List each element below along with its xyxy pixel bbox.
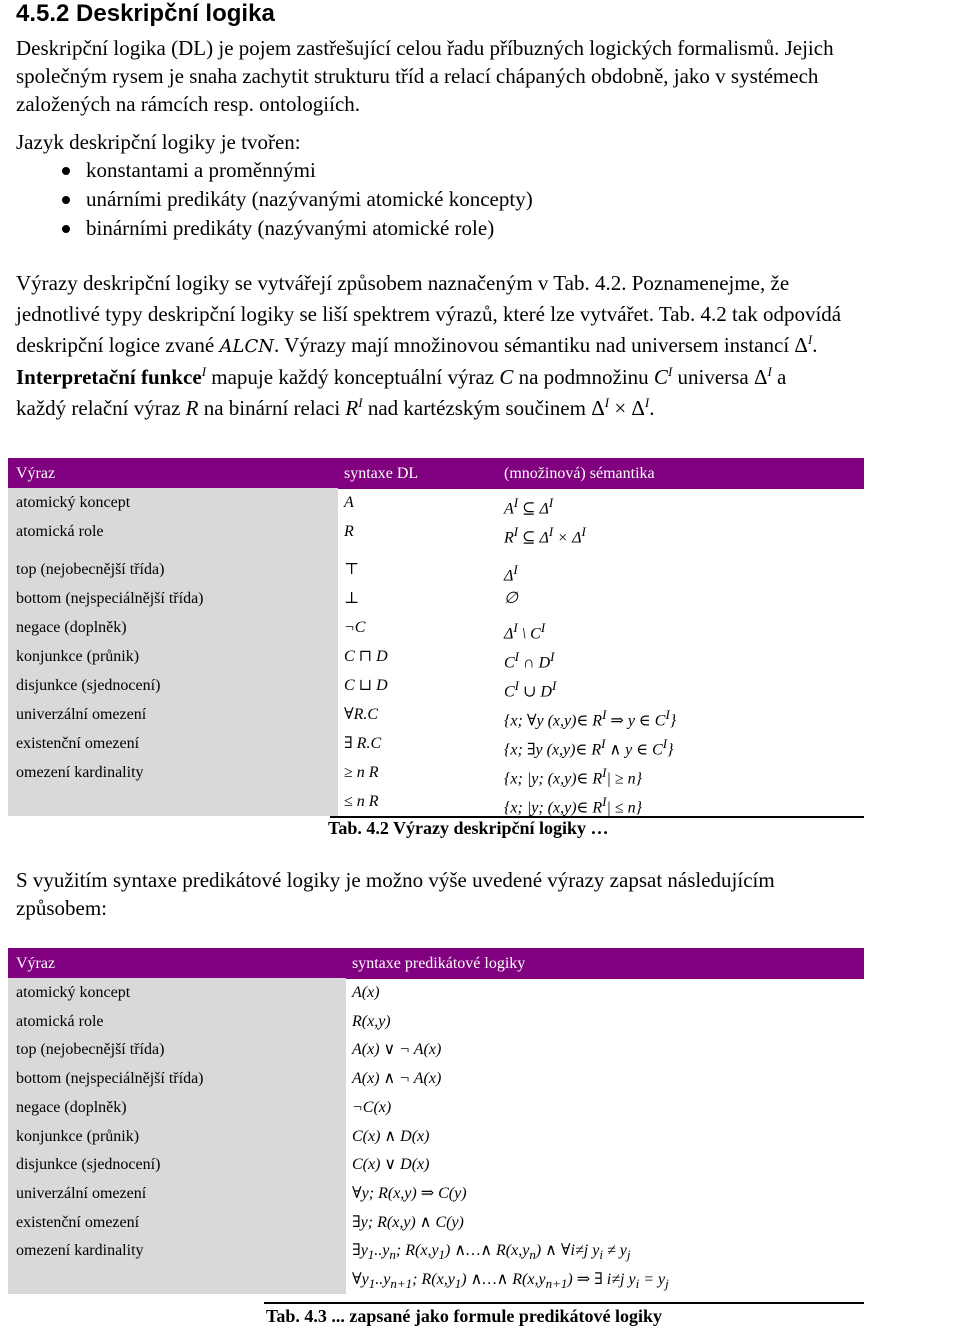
predicate-logic-table: [8, 948, 864, 1304]
cell-expression: konjunkce (průnik): [16, 648, 140, 665]
interpretation-term: Interpretační funkce: [16, 365, 202, 389]
table-row: [8, 729, 864, 758]
cell-semantics: {x; |y; (x,y)∈ $R^I| \le n$}: [504, 794, 643, 817]
cell-expression: bottom (nejspeciálnější třída): [16, 1070, 204, 1088]
cell-dl-syntax: C ⊔ D: [344, 677, 388, 694]
list-item: [16, 185, 916, 214]
bullet-icon: [62, 225, 70, 233]
cell-predicate-syntax: ∃y; R(x,y) ∧ C(y): [352, 1213, 464, 1231]
table-row: [8, 488, 864, 517]
cell-predicate-syntax: $\exists y_1..y_n$; $R(x,y_1)$ ∧…∧ $R(x,y_n)$ ∧ ∀i≠j $y_i \ne y_j$: [352, 1242, 631, 1263]
header-predicate-syntax: syntaxe predikátové logiky: [352, 955, 526, 972]
cell-semantics: $R^I$ ⊆ $\Delta^I \times \Delta^I$: [504, 524, 586, 547]
para3-line-2: způsobem:: [16, 896, 107, 920]
table-row: [8, 1150, 864, 1179]
cell-expression: bottom (nejspeciálnější třída): [16, 590, 204, 607]
table-row: [8, 1236, 864, 1265]
table-row: [8, 555, 864, 584]
para3-line-1: S využitím syntaxe predikátové logiky je možno výše uvedené výrazy zapsat následujícím: [16, 868, 775, 892]
cell-expression: atomická role: [16, 1012, 104, 1030]
cell-expression: negace (doplněk): [16, 619, 127, 636]
table-row: [8, 700, 864, 729]
cell-expression: univerzální omezení: [16, 706, 147, 723]
cell-predicate-syntax: R(x,y): [352, 1012, 391, 1030]
cell-expression: disjunkce (sjednocení): [16, 1156, 161, 1174]
table-row: [8, 1064, 864, 1093]
bullet-icon: [62, 196, 70, 204]
cell-expression: atomický koncept: [16, 984, 131, 1001]
para2-line-2: jednotlivé typy deskripční logiky se liší spektrem výrazů, které lze vytvářet. Tab. 4.2 tak odpovídá: [16, 302, 842, 326]
table2-caption: Tab. 4.3 ... zapsané jako formule predikátové logiky: [266, 1306, 663, 1326]
cell-predicate-syntax: C(x) ∨ D(x): [352, 1156, 430, 1174]
cell-predicate-syntax: A(x): [352, 984, 380, 1001]
cell-semantics: $A^I$ ⊆ $\Delta^I$: [504, 495, 554, 518]
cell-semantics: {x; ∀y (x,y)∈ $R^I$ ⇒ y ∈ $C^I$}: [504, 707, 677, 730]
cell-expression: existenční omezení: [16, 735, 140, 752]
cell-predicate-syntax: C(x) ∧ D(x): [352, 1127, 430, 1145]
table-row: [8, 1035, 864, 1064]
cell-dl-syntax: C ⊓ D: [344, 648, 388, 665]
list-item-text: unárními predikáty (nazývanými atomické koncepty): [86, 187, 533, 211]
section-heading: 4.5.2 Deskripční logika: [16, 0, 275, 27]
table-row: [8, 1179, 864, 1208]
table-row: [8, 642, 864, 671]
para2-line-1: Výrazy deskripční logiky se vytvářejí způsobem naznačeným v Tab. 4.2. Poznamenejme, že: [16, 271, 790, 295]
cell-semantics: $\Delta^I$ \ $C^I$: [504, 620, 546, 643]
bullet-list: [16, 156, 916, 243]
table-row: [8, 613, 864, 642]
table-row: [8, 1122, 864, 1151]
intro-paragraph: [16, 34, 948, 118]
cell-dl-syntax: ≥ n R: [344, 764, 379, 781]
para2-line-3: deskripční logice zvané ALCN. Výrazy mají množinovou sémantiku nad universem instancí $\Delta^I$.: [16, 332, 818, 357]
cell-dl-syntax: ≤ n R: [344, 793, 379, 810]
para2-line-4: Interpretační funkce$^I$ mapuje každý konceptuální výraz C na podmnožinu $C^I$ universa $\Delta^I$ a: [16, 364, 787, 389]
table1-caption: Tab. 4.2 Výrazy deskripční logiky …: [328, 818, 609, 838]
cell-semantics: $\Delta^I$: [504, 562, 518, 585]
cell-expression: atomický koncept: [16, 494, 131, 511]
cell-expression: omezení kardinality: [16, 1242, 144, 1260]
language-intro: Jazyk deskripční logiky je tvořen:: [16, 130, 301, 154]
cell-dl-syntax: A: [344, 494, 354, 511]
cell-expression: atomická role: [16, 523, 104, 540]
cell-semantics: $C^I$ ∩ $D^I$: [504, 649, 555, 672]
cell-dl-syntax: ∃ R.C: [344, 735, 382, 752]
cell-expression: konjunkce (průnik): [16, 1127, 140, 1145]
paragraph-three: [16, 866, 948, 922]
table2-bottom-rule: [264, 1302, 864, 1304]
list-item: [16, 156, 916, 185]
intro-line-1: Deskripční logika (DL) je pojem zastřešující celou řadu příbuzných logických formalismů. Jejich: [16, 36, 834, 60]
table-header: [8, 948, 864, 979]
cell-predicate-syntax: A(x) ∧ ¬ A(x): [352, 1070, 442, 1088]
table-header: [8, 458, 864, 489]
table-row: [8, 1093, 864, 1122]
cell-expression: omezení kardinality: [16, 764, 144, 781]
cell-expression: existenční omezení: [16, 1213, 140, 1231]
header-dl-syntax: syntaxe DL: [344, 465, 419, 482]
cell-dl-syntax: R: [344, 523, 354, 540]
cell-expression: top (nejobecnější třída): [16, 1041, 165, 1059]
cell-semantics: ∅: [504, 590, 518, 607]
list-item-text: binárními predikáty (nazývanými atomické role): [86, 216, 495, 240]
paragraph-two: [16, 268, 948, 424]
header-semantics: (množinová) sémantika: [504, 465, 655, 482]
table-row: [8, 671, 864, 700]
cell-semantics: {x; ∃y (x,y)∈ $R^I$ ∧ y ∈ $C^I$}: [504, 736, 674, 759]
cell-semantics: {x; |y; (x,y)∈ $R^I| \ge n$}: [504, 765, 643, 788]
table-row: [8, 517, 864, 555]
cell-expression: negace (doplněk): [16, 1098, 127, 1116]
table-row: [8, 1208, 864, 1237]
table-row: [8, 758, 864, 787]
cell-dl-syntax: ⊥: [344, 590, 360, 607]
cell-semantics: $C^I$ ∪ $D^I$: [504, 678, 557, 701]
table-row: [8, 787, 864, 816]
table-row: [8, 1007, 864, 1036]
table-row: [8, 1265, 864, 1294]
para2-line-5: každý relační výraz R na binární relaci $R^I$ nad kartézským součinem $\Delta^I \times \Delta^I$.: [16, 395, 655, 420]
table-row: [8, 584, 864, 613]
header-expression: Výraz: [16, 955, 56, 972]
alcn-logic-name: ALCN: [219, 336, 274, 357]
cell-predicate-syntax: ¬C(x): [352, 1098, 392, 1116]
cell-expression: univerzální omezení: [16, 1184, 147, 1202]
cell-expression: top (nejobecnější třída): [16, 561, 165, 578]
list-item-text: konstantami a proměnnými: [86, 158, 316, 182]
bullet-icon: [62, 167, 70, 175]
cell-predicate-syntax: A(x) ∨ ¬ A(x): [352, 1041, 442, 1059]
table-row: [8, 978, 864, 1007]
cell-dl-syntax: ⊤: [344, 561, 360, 578]
dl-expressions-table: [8, 458, 864, 818]
cell-predicate-syntax: $\forall y_1..y_{n+1}$; $R(x,y_1)$ ∧…∧ $R(x,y_{n+1})$ ⇒ ∃ i≠j $y_i = y_j$: [352, 1271, 669, 1292]
list-item: [16, 214, 916, 243]
header-expression: Výraz: [16, 465, 56, 482]
cell-expression: disjunkce (sjednocení): [16, 677, 161, 694]
cell-predicate-syntax: ∀y; R(x,y) ⇒ C(y): [352, 1184, 467, 1202]
intro-line-2: společným rysem je snaha zachytit strukturu tříd a relací chápaných obdobně, jako v systémech: [16, 64, 819, 88]
intro-line-3: založených na rámcích resp. ontologiích.: [16, 92, 361, 116]
cell-dl-syntax: ¬C: [344, 619, 366, 636]
cell-dl-syntax: ∀R.C: [344, 706, 379, 723]
